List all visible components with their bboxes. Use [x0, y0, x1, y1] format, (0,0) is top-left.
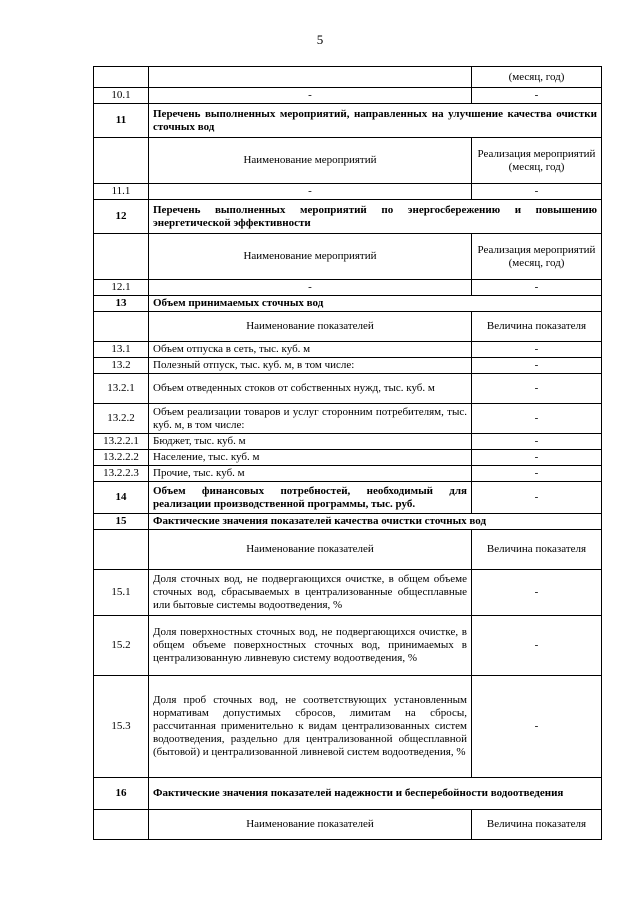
table-row [94, 67, 602, 88]
section-row [94, 200, 602, 234]
table-row [94, 374, 602, 404]
cell-empty [94, 810, 149, 840]
row-desc: Доля поверхностных сточных вод, не подвергающихся очистке, в общем объеме поверхностных сточных вод, принимаемых в централизованную ливневую систему водоотведения, % [149, 616, 472, 676]
row-desc: - [149, 280, 472, 296]
column-header-name: Наименование мероприятий [149, 138, 472, 184]
cell-empty [94, 530, 149, 570]
section-row [94, 514, 602, 530]
column-header-value: Величина показателя [472, 810, 602, 840]
row-number: 15.2 [94, 616, 149, 676]
row-number: 10.1 [94, 88, 149, 104]
row-value: - [472, 616, 602, 676]
row-desc: - [149, 88, 472, 104]
row-desc: Бюджет, тыс. куб. м [149, 434, 472, 450]
row-number: 15.1 [94, 570, 149, 616]
section-number: 11 [94, 104, 149, 138]
section-number: 16 [94, 778, 149, 810]
row-value: - [472, 404, 602, 434]
row-desc: - [149, 184, 472, 200]
row-number: 12.1 [94, 280, 149, 296]
table-row [94, 434, 602, 450]
column-header-row [94, 234, 602, 280]
row-number: 13.2 [94, 358, 149, 374]
row-value: - [472, 450, 602, 466]
table-row [94, 342, 602, 358]
section-number: 12 [94, 200, 149, 234]
row-number: 13.2.1 [94, 374, 149, 404]
page-number: 5 [316, 32, 324, 47]
row-desc: Объем отпуска в сеть, тыс. куб. м [149, 342, 472, 358]
section-title: Фактические значения показателей надежности и бесперебойности водоотведения [149, 778, 602, 810]
section-title: Перечень выполненных мероприятий по энергосбережению и повышению энергетической эффективности [149, 200, 602, 234]
table-row [94, 88, 602, 104]
table-row [94, 570, 602, 616]
column-header-row [94, 810, 602, 840]
section-number: 13 [94, 296, 149, 312]
row-value: - [472, 184, 602, 200]
section-row [94, 296, 602, 312]
row-value: - [472, 342, 602, 358]
table-row [94, 280, 602, 296]
section-number: 14 [94, 482, 149, 514]
section-title: Объем финансовых потребностей, необходимый для реализации производственной программы, тыс. руб. [149, 482, 472, 514]
row-value: - [472, 280, 602, 296]
cell-empty [94, 234, 149, 280]
cell-desc [149, 67, 472, 88]
row-number: 13.2.2.3 [94, 466, 149, 482]
table-row [94, 616, 602, 676]
section-title: Перечень выполненных мероприятий, направленных на улучшение качества очистки сточных вод [149, 104, 602, 138]
cell-num [94, 67, 149, 88]
column-header-row [94, 138, 602, 184]
column-header-name: Наименование показателей [149, 312, 472, 342]
section-number: 15 [94, 514, 149, 530]
row-number: 11.1 [94, 184, 149, 200]
table-row [94, 676, 602, 778]
row-value: - [472, 482, 602, 514]
row-value: - [472, 434, 602, 450]
row-desc: Население, тыс. куб. м [149, 450, 472, 466]
column-header-row [94, 530, 602, 570]
row-value: - [472, 466, 602, 482]
section-row [94, 104, 602, 138]
row-number: 13.2.2.1 [94, 434, 149, 450]
row-number: 13.1 [94, 342, 149, 358]
column-header-value: Реализация мероприятий (месяц, год) [472, 138, 602, 184]
table-row [94, 450, 602, 466]
row-value: - [472, 676, 602, 778]
row-desc: Полезный отпуск, тыс. куб. м, в том числе: [149, 358, 472, 374]
column-header-name: Наименование показателей [149, 530, 472, 570]
row-number: 13.2.2.2 [94, 450, 149, 466]
row-desc: Объем реализации товаров и услуг сторонним потребителям, тыс. куб. м, в том числе: [149, 404, 472, 434]
row-desc: Прочие, тыс. куб. м [149, 466, 472, 482]
row-value: - [472, 570, 602, 616]
column-header-value: Реализация мероприятий (месяц, год) [472, 234, 602, 280]
row-value: - [472, 374, 602, 404]
table-row [94, 466, 602, 482]
section-title: Объем принимаемых сточных вод [149, 296, 602, 312]
cell-empty [94, 312, 149, 342]
section-title: Фактические значения показателей качества очистки сточных вод [149, 514, 602, 530]
column-header-row [94, 312, 602, 342]
report-table [93, 66, 602, 840]
row-desc: Доля сточных вод, не подвергающихся очистке, в общем объеме сточных вод, сбрасываемых в централизованные общесплавные или бытовые системы водоотведения, % [149, 570, 472, 616]
section-row [94, 482, 602, 514]
column-header-name: Наименование мероприятий [149, 234, 472, 280]
cell-empty [94, 138, 149, 184]
row-desc: Объем отведенных стоков от собственных нужд, тыс. куб. м [149, 374, 472, 404]
row-desc: Доля проб сточных вод, не соответствующих установленным нормативам допустимых сбросов, лимитам на сбросы, рассчитанная применительно к видам централизованных систем водоотведения, раздельно для централизованной общесплавной (бытовой) и централизованной ливневой систем водоотведения, % [149, 676, 472, 778]
row-number: 15.3 [94, 676, 149, 778]
table-row [94, 184, 602, 200]
cell-val: (месяц, год) [472, 67, 602, 88]
row-value: - [472, 358, 602, 374]
row-number: 13.2.2 [94, 404, 149, 434]
column-header-name: Наименование показателей [149, 810, 472, 840]
column-header-value: Величина показателя [472, 312, 602, 342]
column-header-value: Величина показателя [472, 530, 602, 570]
table-row [94, 358, 602, 374]
row-value: - [472, 88, 602, 104]
section-row [94, 778, 602, 810]
table-row [94, 404, 602, 434]
